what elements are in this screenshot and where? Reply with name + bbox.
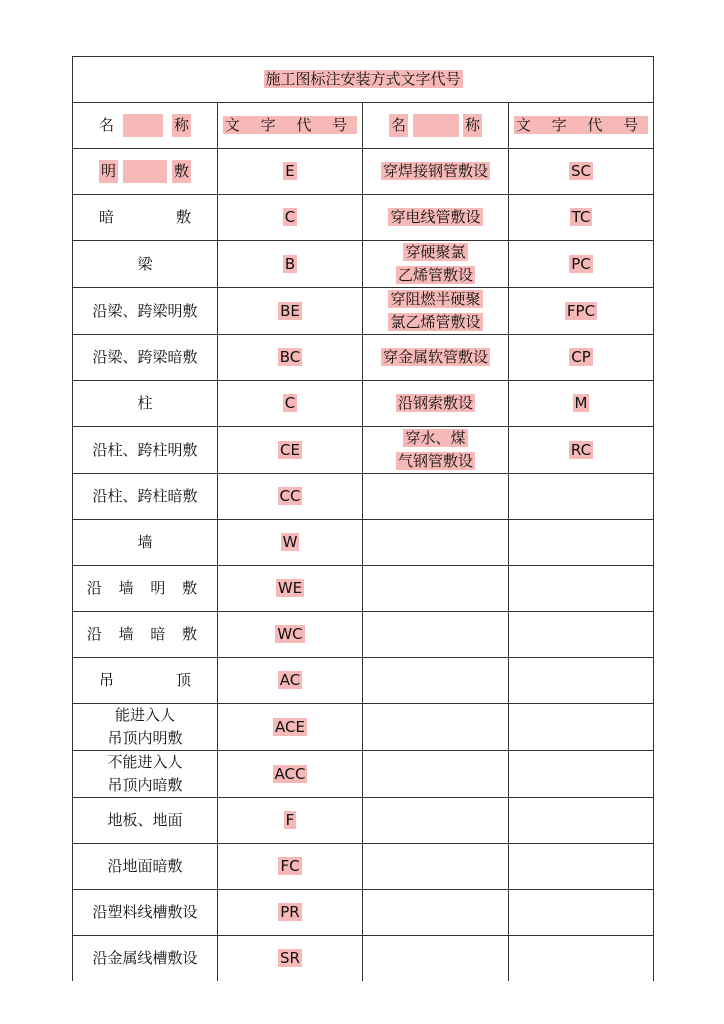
row-name: 明 敷 (73, 149, 218, 195)
row-code-right: SC (509, 149, 654, 195)
empty-cell (363, 890, 509, 936)
header-name-left: 名 称 (73, 103, 218, 149)
row-code: E (218, 149, 363, 195)
row-code: CC (218, 474, 363, 520)
empty-cell (509, 890, 654, 936)
row-code: C (218, 381, 363, 427)
row-name: 墙 (73, 520, 218, 566)
empty-cell (509, 936, 654, 982)
row-name-right: 穿阻燃半硬聚 氯乙烯管敷设 (363, 288, 509, 335)
row-name: 沿梁、跨梁明敷 (73, 288, 218, 335)
row-code: ACC (218, 751, 363, 798)
row-code: F (218, 798, 363, 844)
row-name: 吊 顶 (73, 658, 218, 704)
empty-cell (363, 474, 509, 520)
row-name: 沿柱、跨柱明敷 (73, 427, 218, 474)
empty-cell (363, 844, 509, 890)
row-code: AC (218, 658, 363, 704)
empty-cell (509, 612, 654, 658)
row-code: C (218, 195, 363, 241)
row-name-right: 穿水、煤 气钢管敷设 (363, 427, 509, 474)
empty-cell (363, 612, 509, 658)
empty-cell (509, 474, 654, 520)
row-name: 柱 (73, 381, 218, 427)
row-code: PR (218, 890, 363, 936)
row-name: 能进入人 吊顶内明敷 (73, 704, 218, 751)
row-code: ACE (218, 704, 363, 751)
empty-cell (509, 798, 654, 844)
header-name-right: 名 称 (363, 103, 509, 149)
row-code: WE (218, 566, 363, 612)
row-name: 沿 墙 明 敷 (73, 566, 218, 612)
empty-cell (363, 704, 509, 751)
row-name: 沿 墙 暗 敷 (73, 612, 218, 658)
row-code: BC (218, 335, 363, 381)
row-code-right: PC (509, 241, 654, 288)
row-code: B (218, 241, 363, 288)
row-name: 沿塑料线槽敷设 (73, 890, 218, 936)
row-code: WC (218, 612, 363, 658)
empty-cell (509, 658, 654, 704)
empty-cell (509, 844, 654, 890)
row-code-right: CP (509, 335, 654, 381)
row-code: FC (218, 844, 363, 890)
empty-cell (363, 658, 509, 704)
empty-cell (509, 751, 654, 798)
row-code-right: FPC (509, 288, 654, 335)
row-code-right: RC (509, 427, 654, 474)
row-code-right: TC (509, 195, 654, 241)
header-code-right: 文 字 代 号 (509, 103, 654, 149)
row-code-right: M (509, 381, 654, 427)
empty-cell (363, 566, 509, 612)
row-name: 不能进入人 吊顶内暗敷 (73, 751, 218, 798)
row-name: 沿地面暗敷 (73, 844, 218, 890)
row-code: BE (218, 288, 363, 335)
row-name-right: 穿金属软管敷设 (363, 335, 509, 381)
code-table (72, 56, 654, 981)
row-name-right: 沿钢索敷设 (363, 381, 509, 427)
row-code: CE (218, 427, 363, 474)
row-name-right: 穿电线管敷设 (363, 195, 509, 241)
empty-cell (363, 936, 509, 982)
row-name: 梁 (73, 241, 218, 288)
title-text: 施工图标注安装方式文字代号 (265, 70, 461, 88)
row-name: 沿金属线槽敷设 (73, 936, 218, 982)
row-name: 地板、地面 (73, 798, 218, 844)
row-name: 暗 敷 (73, 195, 218, 241)
empty-cell (509, 566, 654, 612)
empty-cell (363, 520, 509, 566)
row-name: 沿梁、跨梁暗敷 (73, 335, 218, 381)
row-name: 沿柱、跨柱暗敷 (73, 474, 218, 520)
row-name-right: 穿焊接钢管敷设 (363, 149, 509, 195)
table-title (73, 57, 654, 103)
empty-cell (363, 751, 509, 798)
header-code-left: 文 字 代 号 (218, 103, 363, 149)
empty-cell (509, 520, 654, 566)
empty-cell (363, 798, 509, 844)
row-name-right: 穿硬聚氯 乙烯管敷设 (363, 241, 509, 288)
row-code: SR (218, 936, 363, 982)
row-code: W (218, 520, 363, 566)
empty-cell (509, 704, 654, 751)
